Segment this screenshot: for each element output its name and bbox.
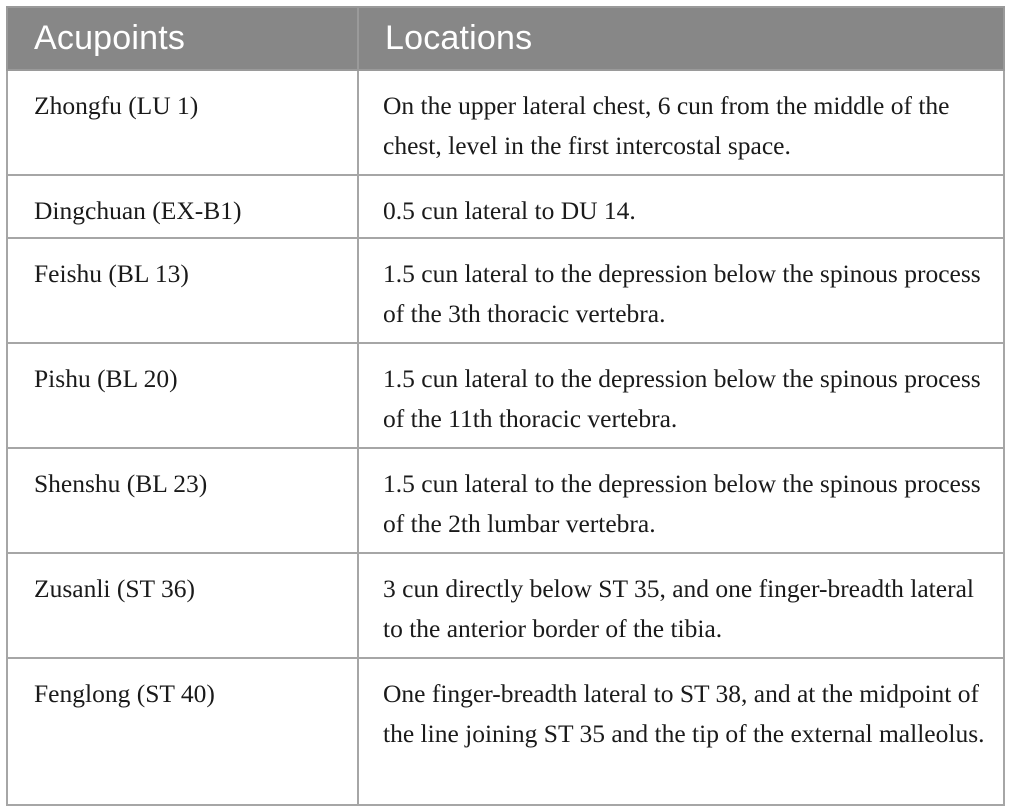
acupoints-table — [6, 6, 1005, 806]
header-locations: Locations — [358, 7, 1004, 70]
acupoint-cell: Zhongfu (LU 1) — [7, 70, 358, 175]
location-cell: On the upper lateral chest, 6 cun from the middle of the chest, level in the first intercostal space. — [358, 70, 1004, 175]
location-cell: One finger-breadth lateral to ST 38, and at the midpoint of the line joining ST 35 and the tip of the external malleolus. — [358, 658, 1004, 805]
location-cell: 0.5 cun lateral to DU 14. — [358, 175, 1004, 238]
header-row — [7, 7, 1004, 70]
acupoint-cell: Shenshu (BL 23) — [7, 448, 358, 553]
table-header — [7, 7, 1004, 70]
location-cell: 3 cun directly below ST 35, and one finger-breadth lateral to the anterior border of the tibia. — [358, 553, 1004, 658]
acupoint-cell: Zusanli (ST 36) — [7, 553, 358, 658]
acupoint-cell: Feishu (BL 13) — [7, 238, 358, 343]
table-row — [7, 175, 1004, 238]
location-cell: 1.5 cun lateral to the depression below the spinous process of the 2th lumbar vertebra. — [358, 448, 1004, 553]
table-row — [7, 448, 1004, 553]
location-cell: 1.5 cun lateral to the depression below the spinous process of the 3th thoracic vertebra. — [358, 238, 1004, 343]
table-row — [7, 70, 1004, 175]
table-row — [7, 553, 1004, 658]
acupoint-cell: Fenglong (ST 40) — [7, 658, 358, 805]
table-row — [7, 658, 1004, 805]
acupoint-cell: Dingchuan (EX-B1) — [7, 175, 358, 238]
table-row — [7, 343, 1004, 448]
table-body — [7, 70, 1004, 805]
location-cell: 1.5 cun lateral to the depression below the spinous process of the 11th thoracic vertebra. — [358, 343, 1004, 448]
header-acupoints: Acupoints — [7, 7, 358, 70]
table-row — [7, 238, 1004, 343]
acupoint-cell: Pishu (BL 20) — [7, 343, 358, 448]
